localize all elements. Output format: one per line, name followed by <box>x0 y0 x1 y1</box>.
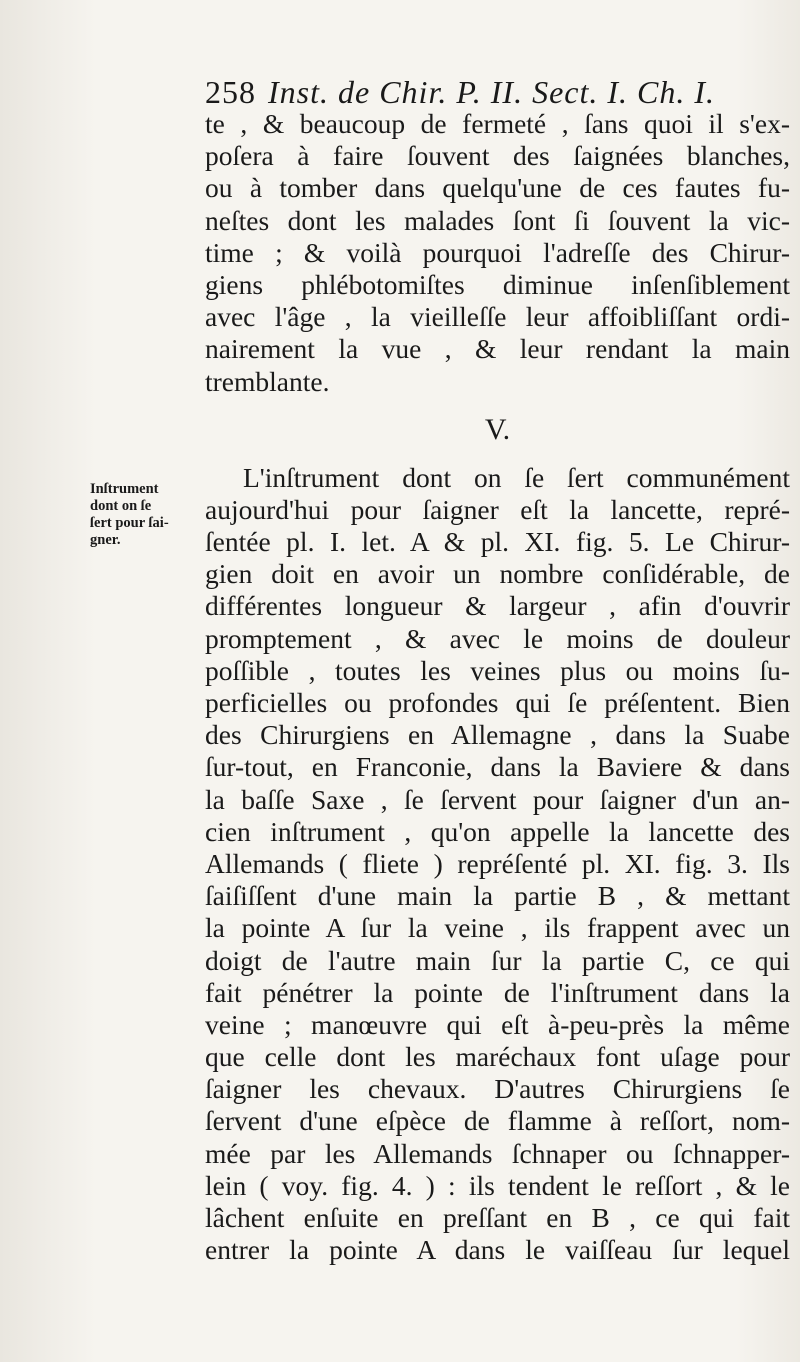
text-line: ſentée pl. I. let. A & pl. XI. fig. 5. Le Chirur- <box>205 526 790 558</box>
text-line: tremblante. <box>205 365 330 397</box>
text-line: te , & beaucoup de fermeté , ſans quoi il s'ex- <box>205 108 790 139</box>
running-header <box>205 74 790 111</box>
text-line: cien inſtrument , qu'on appelle la lancette des <box>205 815 790 847</box>
text-block <box>205 108 790 1266</box>
text-line: ſaigner les chevaux. D'autres Chirurgiens ſe <box>205 1073 790 1105</box>
text-line: giens phlébotomiſtes diminue inſenſiblement <box>205 268 790 300</box>
section-number: V. <box>484 412 511 446</box>
text-line: poſera à faire ſouvent des ſaignées blanches, <box>205 140 790 172</box>
text-line: Allemands ( fliete ) repréſenté pl. XI. fig. 3. Ils <box>205 847 790 879</box>
text-line: ou à tomber dans quelqu'une de ces fautes fu- <box>205 172 790 204</box>
text-line: doigt de l'autre main ſur la partie C, ce qui <box>205 944 790 976</box>
text-line: entrer la pointe A dans le vaiſſeau ſur lequel <box>205 1234 790 1266</box>
text-line: poſſible , toutes les veines plus ou moins ſu- <box>205 654 790 686</box>
text-line: neſtes dont les malades ſont ſi ſouvent la vic- <box>205 204 790 236</box>
text-line: différentes longueur & largeur , afin d'ouvrir <box>205 590 790 622</box>
text-line: des Chirurgiens en Allemagne , dans la Suabe <box>205 719 790 751</box>
text-line: fait pénétrer la pointe de l'inſtrument dans la <box>205 976 790 1008</box>
text-line: promptement , & avec le moins de douleur <box>205 622 790 654</box>
text-line: ſaiſiſſent d'une main la partie B , & mettant <box>205 880 790 912</box>
text-line: lâchent enſuite en preſſant en B , ce qui fait <box>205 1202 790 1233</box>
text-line: que celle dont les maréchaux font uſage pour <box>205 1041 790 1073</box>
text-line: veine ; manœuvre qui eſt à-peu-près la même <box>205 1008 790 1040</box>
text-line: avec l'âge , la vieilleſſe leur affoibliſſant ordi- <box>205 301 790 333</box>
text-line: la pointe A ſur la veine , ils frappent avec un <box>205 912 790 944</box>
margin-note-line: ſert pour ſai- <box>90 515 169 531</box>
page-number: 258 <box>205 74 256 110</box>
margin-note <box>90 481 200 549</box>
text-line: nairement la vue , & leur rendant la main <box>205 333 790 365</box>
margin-note-line: dont on ſe <box>90 498 152 514</box>
text-line: gien doit en avoir un nombre conſidérable, de <box>205 558 790 590</box>
text-line: ſervent d'une eſpèce de flamme à reſſort, nom- <box>205 1105 790 1137</box>
running-title: Inst. de Chir. P. II. Sect. I. Ch. I. <box>268 74 716 110</box>
text-line: aujourd'hui pour ſaigner eſt la lancette, repré- <box>205 493 790 525</box>
text-line: time ; & voilà pourquoi l'adreſſe des Chirur- <box>205 236 790 268</box>
text-line: la baſſe Saxe , ſe ſervent pour ſaigner d'un an- <box>205 783 790 815</box>
margin-note-line: Inſtrument <box>90 481 159 497</box>
text-line: ſur-tout, en Franconie, dans la Baviere & dans <box>205 751 790 783</box>
text-line: perficielles ou profondes qui ſe préſentent. Bien <box>205 687 790 718</box>
text-line: L'inſtrument dont on ſe ſert communément <box>243 461 790 493</box>
text-line: mée par les Allemands ſchnaper ou ſchnapper- <box>205 1137 790 1169</box>
margin-note-line: gner. <box>90 532 121 548</box>
text-line: lein ( voy. fig. 4. ) : ils tendent le reſſort , & le <box>205 1169 790 1201</box>
